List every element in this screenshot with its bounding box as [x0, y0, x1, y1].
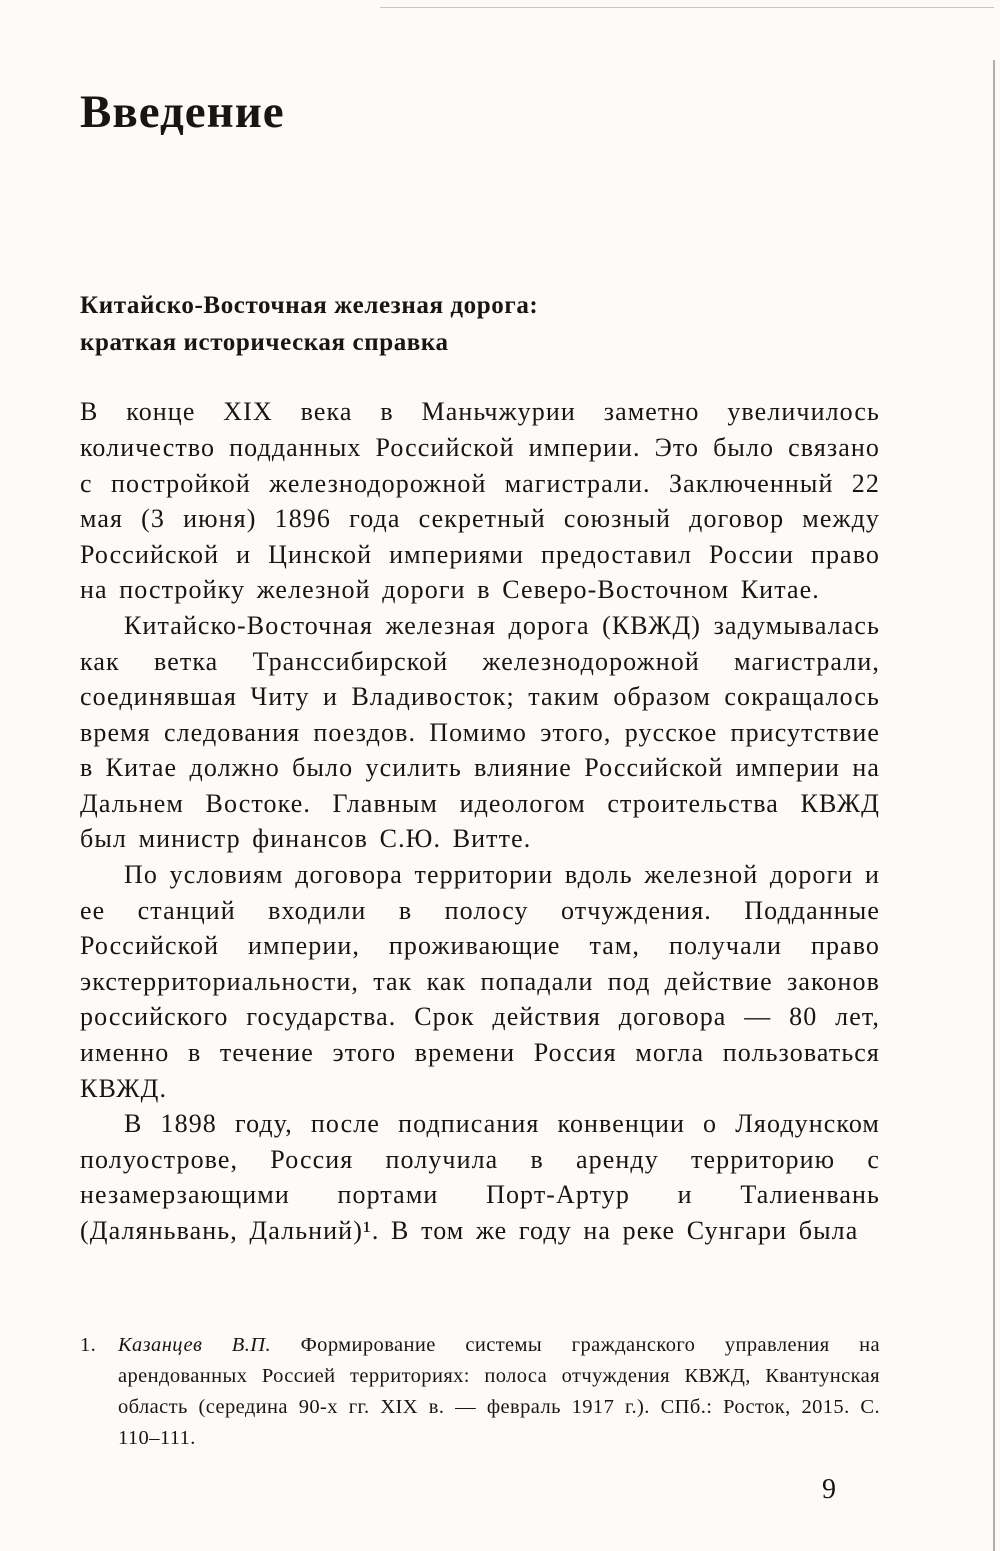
body-text [80, 394, 880, 1248]
section-heading-line-1: Китайско-Восточная железная дорога: [80, 292, 539, 320]
paragraph-3: По условиям договора территории вдоль железной дороги и ее станций входили в полосу отчуждения. Подданные Российской империи, проживающие там, получали право экстерриториальности, так как попадали под действие законов российского государства. Срок действия договора — 80 лет, именно в течение этого времени Россия могла пользоваться КВЖД. [80, 860, 880, 1103]
page-number: 9 [822, 1474, 837, 1505]
footnote [80, 1330, 880, 1454]
paragraph-1: В конце XIX века в Маньчжурии заметно увеличилось количество подданных Российской империи. Это было связано с постройкой железнодорожной магистрали. Заключенный 22 мая (3 июня) 1896 года секретный союзный договор между Российской и Цинской империями предоставил России право на постройку железной дороги в Северо-Восточном Китае. [80, 397, 880, 605]
footnote-marker: 1. [80, 1334, 97, 1356]
chapter-title: Введение [80, 86, 285, 138]
paragraph-4: В 1898 году, после подписания конвенции о Ляодунском полуострове, Россия получила в аренду территорию с незамерзающими портами Порт-Артур и Талиенвань (Даляньвань, Дальний)¹. В том же году на реке Сунгари была [80, 1109, 880, 1245]
footnote-body-text: Формирование системы гражданского управления на арендованных Россией территориях: полоса отчуждения КВЖД, Квантунская область (середина 90-х гг. XIX в. — февраль 1917 г.). СПб.: Росток, 2015. С. 110–111. [118, 1334, 880, 1449]
scan-edge-right-line [993, 60, 995, 1551]
section-heading-line-2: краткая историческая справка [80, 329, 449, 357]
scan-edge-top-line [380, 7, 994, 8]
section-heading [80, 287, 880, 361]
paragraph-2: Китайско-Восточная железная дорога (КВЖД) задумывалась как ветка Транссибирской железнодорожной магистрали, соединявшая Читу и Владивосток; таким образом сокращалось время следования поездов. Помимо этого, русское присутствие в Китае должно было усилить влияние Российской империи на Дальнем Востоке. Главным идеологом строительства КВЖД был министр финансов С.Ю. Витте. [80, 610, 880, 854]
footnote-text-block [118, 1330, 880, 1454]
footnote-author: Казанцев В.П. [118, 1334, 271, 1356]
